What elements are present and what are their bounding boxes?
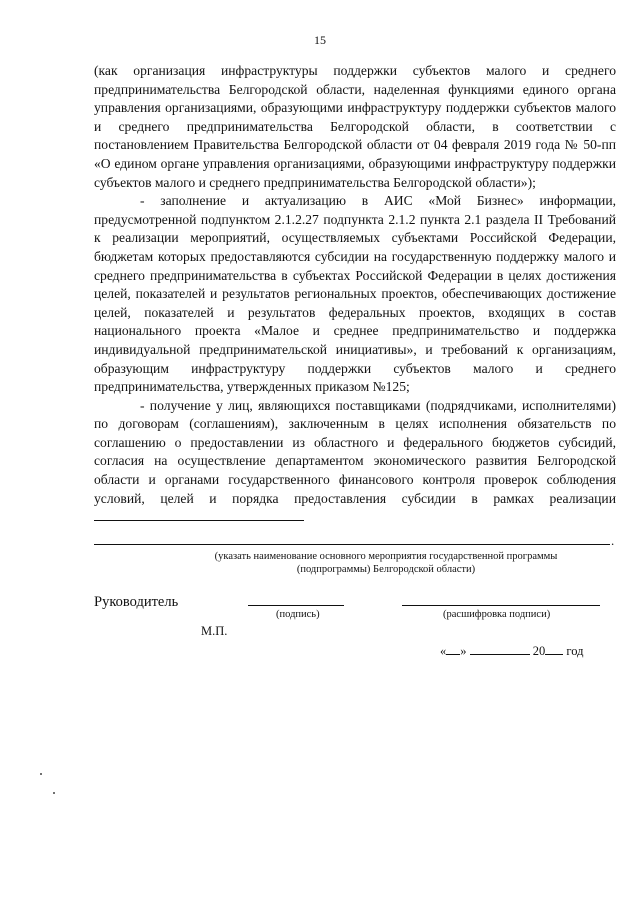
month-blank <box>470 643 530 655</box>
scan-speck <box>40 773 42 775</box>
signature-label: (подпись) <box>276 609 320 620</box>
signature-line <box>248 605 344 606</box>
day-blank <box>446 643 460 655</box>
paragraph-consent <box>94 397 616 527</box>
stamp-label: М.П. <box>201 624 228 638</box>
paragraph-organization: (как организация инфраструктуры поддержки субъектов малого и среднего предпринимательства Белгородской области, наделенная функциями единого органа управления организациями, образующими инфраструктуру поддержки субъектов малого и среднего предпринимательства Белгородской области, в соответствии с постановлением Правительства Белгородской области от 04 февраля 2019 года № 50-пп «О едином органе управления организациями, образующими инфраструктуру поддержки субъектов малого и среднего предпринимательства Белгородской области»); <box>94 63 616 190</box>
decoding-line <box>402 605 600 606</box>
hint-line-1: (указать наименование основного мероприятия государственной программы <box>214 551 558 562</box>
date-close-quote: » <box>460 644 467 658</box>
hint-line-2: (подпрограммы) Белгородской области) <box>296 564 476 575</box>
program-name-hint <box>196 550 576 576</box>
year-blank <box>545 643 563 655</box>
head-label: Руководитель <box>94 594 179 610</box>
page-number: 15 <box>314 33 326 47</box>
decoding-label: (расшифровка подписи) <box>443 609 551 620</box>
scan-speck <box>53 792 55 794</box>
date-century: 20 <box>532 644 546 658</box>
program-name-continuation-line <box>94 544 610 545</box>
date-year-word: год <box>566 644 584 658</box>
line-end-dot: . <box>611 533 615 548</box>
program-name-blank <box>94 508 304 521</box>
date-open-quote: « <box>440 644 447 658</box>
date-line <box>440 643 620 659</box>
paragraph-ais-filling: - заполнение и актуализацию в АИС «Мой Бизнес» информации, предусмотренной подпунктом 2.1.2.27 подпункта 2.1.2 пункта 2.1 раздела II Требований к реализации мероприятий, осуществляемых субъектами Российской Федерации, бюджетам которых предоставляются субсидии на государственную поддержку малого и среднего предпринимательства в субъектах Российской Федерации в целях достижения целей, показателей и результатов региональных проектов, обеспечивающих достижение целей, показателей и результатов федеральных проектов, входящих в состав национального проекта «Малое и среднее предпринимательство и поддержка индивидуальной предпринимательской инициативы», и требований к организациям, образующим инфраструктуру поддержки субъектов малого и среднего предпринимательства, утвержденных приказом №125; <box>94 193 616 395</box>
paragraph-consent-text: - получение у лиц, являющихся поставщиками (подрядчиками, исполнителями) по договорам (соглашениям), заключенным в целях исполнения обязательств по соглашению о предоставлении из областного и федерального бюджетов субсидий, согласия на осуществление департаментом экономического развития Белгородской области и органами государственного финансового контроля проверок соблюдения условий, целей и порядка предоставления субсидии в рамках реализации <box>94 397 616 506</box>
document-body <box>94 62 616 527</box>
